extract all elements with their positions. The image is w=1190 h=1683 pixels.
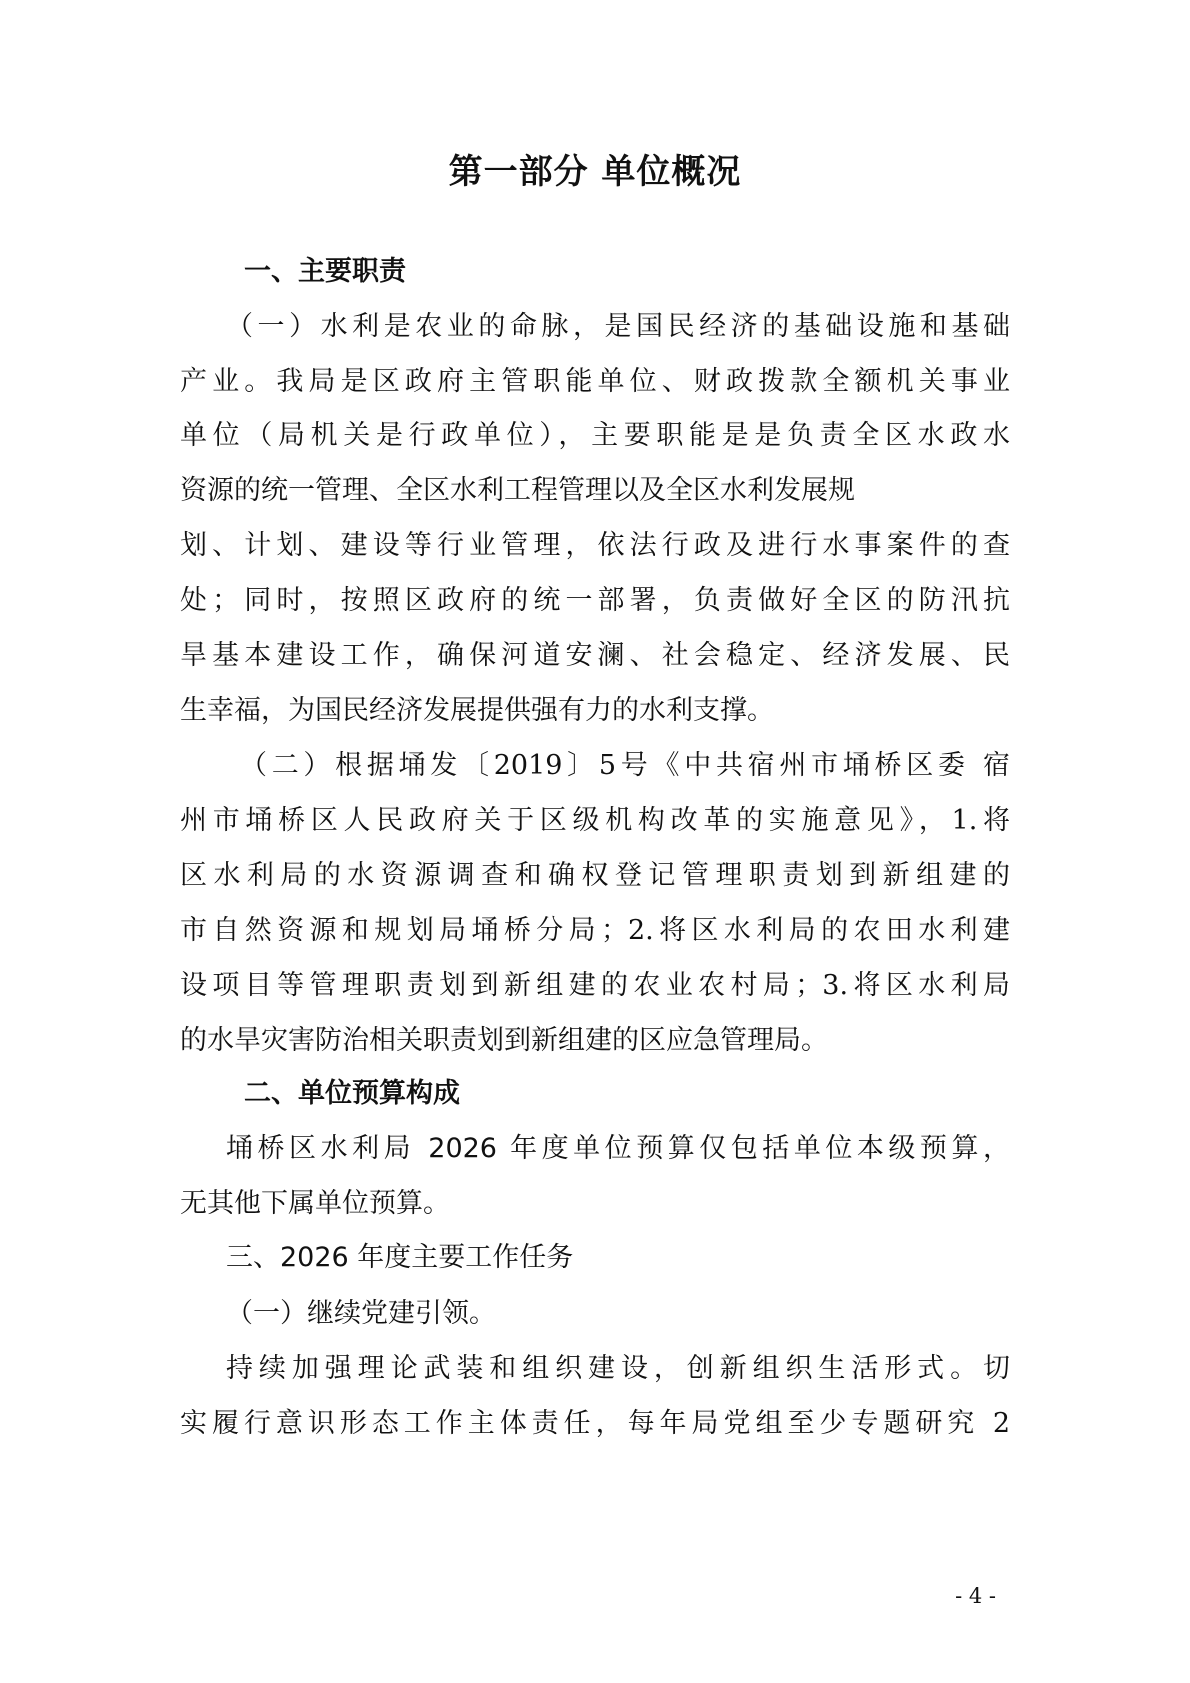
duties-para1-line-8: 生幸福，为国民经济发展提供强有力的水利支撑。 (180, 695, 774, 726)
duties-para2-line-6: 的水旱灾害防治相关职责划到新组建的区应急管理局。 (180, 1025, 828, 1056)
duties-para1-line-1: （一）水利是农业的命脉，是国民经济的基础设施和基础 (226, 311, 1010, 342)
section-heading-budget: 二、单位预算构成 (244, 1078, 460, 1109)
duties-para2-line-1: （二）根据埇发〔2019〕5号《中共宿州市埇桥区委 宿 (240, 750, 1010, 781)
duties-para2-line-2: 州市埇桥区人民政府关于区级机构改革的实施意见》，1.将 (180, 805, 1010, 836)
tasks-line-1: 持续加强理论武装和组织建设，创新组织生活形式。切 (226, 1353, 1010, 1384)
section-heading-duties: 一、主要职责 (244, 256, 406, 287)
duties-para1-line-4: 资源的统一管理、全区水利工程管理以及全区水利发展规 (180, 475, 855, 506)
page-title: 第一部分 单位概况 (448, 152, 742, 192)
duties-para1-line-5: 划、计划、建设等行业管理，依法行政及进行水事案件的查 (180, 530, 1010, 561)
budget-line-1: 埇桥区水利局 2026 年度单位预算仅包括单位本级预算， (226, 1133, 1010, 1164)
section-heading-tasks: 三、2026 年度主要工作任务 (226, 1242, 574, 1273)
budget-line-2: 无其他下属单位预算。 (180, 1188, 450, 1219)
tasks-subheading-1: （一）继续党建引领。 (226, 1298, 496, 1329)
duties-para1-line-7: 旱基本建设工作，确保河道安澜、社会稳定、经济发展、民 (180, 640, 1010, 671)
duties-para2-line-3: 区水利局的水资源调查和确权登记管理职责划到新组建的 (180, 860, 1010, 891)
tasks-line-2: 实履行意识形态工作主体责任，每年局党组至少专题研究 2 (180, 1408, 1010, 1439)
duties-para1-line-3: 单位（局机关是行政单位），主要职能是是负责全区水政水 (180, 420, 1010, 451)
duties-para1-line-6: 处；同时，按照区政府的统一部署，负责做好全区的防汛抗 (180, 585, 1010, 616)
duties-para2-line-5: 设项目等管理职责划到新组建的农业农村局；3.将区水利局 (180, 970, 1010, 1001)
duties-para1-line-2: 产业。我局是区政府主管职能单位、财政拨款全额机关事业 (180, 366, 1010, 397)
page-number: - 4 - (955, 1584, 996, 1608)
duties-para2-line-4: 市自然资源和规划局埇桥分局；2.将区水利局的农田水利建 (180, 915, 1010, 946)
